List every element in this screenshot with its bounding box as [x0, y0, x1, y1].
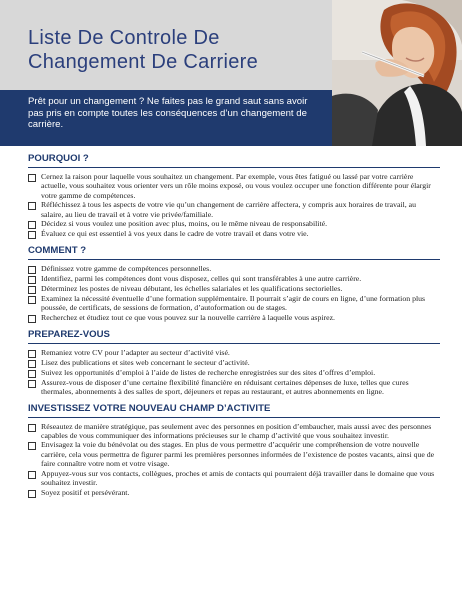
item-text: Cernez la raison pour laquelle vous souhaitez un changement. Par exemple, vous êtes fatigué ou lassé par votre carrière actuelle, vous souhaitez vous orienter vers un rôle moins exposé, ou vous voulez occuper une fonction différente pour élargir votre gamme de compétences.: [41, 172, 431, 200]
header-photo: [332, 0, 462, 146]
checkbox-icon[interactable]: [28, 315, 36, 323]
item-text: Soyez positif et persévérant.: [41, 487, 130, 497]
item-text: Définissez votre gamme de compétences personnelles.: [41, 264, 212, 274]
checkbox-icon[interactable]: [28, 231, 36, 239]
item-text: Remaniez votre CV pour l’adapter au secteur d’activité visé.: [41, 347, 230, 357]
checklist-item: [28, 469, 440, 488]
checklist-item: [28, 264, 440, 274]
item-text: Réseautez de manière stratégique, pas seulement avec des personnes en position d’embaucher, mais aussi avec des personnes capables de vous communiquer des informations précieuses sur le champ d’activité que vous souhaitez investir.: [41, 421, 432, 441]
checklist-item: [28, 440, 440, 468]
item-text: Évaluez ce qui est essentiel à vos yeux dans le cadre de votre travail et dans votre vie.: [41, 229, 309, 239]
checkbox-icon[interactable]: [28, 424, 36, 432]
checkbox-icon[interactable]: [28, 370, 36, 378]
section-preparez-vous: [28, 329, 440, 397]
checkbox-icon[interactable]: [28, 360, 36, 368]
item-text: Déterminez les postes de niveau débutant, les échelles salariales et les qualifications sectorielles.: [41, 284, 343, 294]
item-text: Recherchez et étudiez tout ce que vous pouvez sur la nouvelle carrière à laquelle vous aspirez.: [41, 312, 335, 322]
checkbox-icon[interactable]: [28, 266, 36, 274]
section-comment: [28, 245, 440, 323]
checklist-item: [28, 229, 440, 239]
item-text: Lisez des publications et sites web concernant le secteur d’activité.: [41, 357, 250, 367]
checklist-item: [28, 348, 440, 358]
item-text: Réfléchissez à tous les aspects de votre vie qu’un changement de carrière affectera, y compris aux horaires de travail, au salaire, au lieu de travail et à votre vie privée/familiale.: [41, 200, 417, 219]
checkbox-icon[interactable]: [28, 350, 36, 358]
checklist-item: [28, 294, 440, 313]
checkbox-icon[interactable]: [28, 286, 36, 294]
checkbox-icon[interactable]: [28, 471, 36, 479]
page-title: Liste De Controle De Changement De Carriere: [28, 27, 259, 73]
section-title: INVESTISSEZ VOTRE NOUVEAU CHAMP D’ACTIVITE: [28, 403, 440, 418]
checklist-item: [28, 368, 440, 378]
checklist: [28, 150, 440, 504]
checklist-item: [28, 172, 440, 200]
checklist-item: [28, 488, 440, 498]
checklist-item: [28, 219, 440, 229]
header: [0, 0, 462, 131]
item-text: Suivez les opportunités d’emploi à l’aide de listes de recherche enregistrées sur des sites d’offres d’emploi.: [41, 367, 376, 377]
intro-text: Prêt pour un changement ? Ne faites pas le grand saut sans avoir pas pris en compte toutes les conséquences d’un changement de carrière.: [28, 96, 308, 131]
item-text: Décidez si vous voulez une position avec plus, moins, ou le même niveau de responsabilité.: [41, 219, 328, 229]
checklist-item: [28, 422, 440, 441]
section-title: POURQUOI ?: [28, 153, 440, 168]
section-pourquoi: [28, 153, 440, 239]
checkbox-icon[interactable]: [28, 202, 36, 210]
checkbox-icon[interactable]: [28, 296, 36, 304]
checkbox-icon[interactable]: [28, 490, 36, 498]
checkbox-icon[interactable]: [28, 276, 36, 284]
section-investissez: [28, 403, 440, 498]
checkbox-icon[interactable]: [28, 380, 36, 388]
section-title: PREPAREZ-VOUS: [28, 329, 440, 344]
section-title: COMMENT ?: [28, 245, 440, 260]
checklist-item: [28, 200, 440, 219]
checklist-item: [28, 284, 440, 294]
checklist-item: [28, 378, 440, 397]
checkbox-icon[interactable]: [28, 442, 36, 450]
item-text: Assurez-vous de disposer d’une certaine flexibilité financière en réduisant certaines dépenses de luxe, telles que cures thermales, abonnements à des salles de sport, déjeuners et repas au restaurant, et autres abonnements en ligne.: [41, 377, 409, 397]
checklist-item: [28, 274, 440, 284]
item-text: Examinez la nécessité éventuelle d’une formation supplémentaire. Il pourrait s’agir de cours en ligne, d’une formation plus poussée, de certificats, de sessions de formation, d’autoformation ou de stages.: [41, 294, 426, 313]
checkbox-icon[interactable]: [28, 221, 36, 229]
item-text: Appuyez-vous sur vos contacts, collègues, proches et amis de contacts qui pourraient déjà travailler dans le domaine que vous souhaitez investir.: [41, 468, 435, 488]
item-text: Envisagez la voie du bénévolat ou des stages. En plus de vous permettre d’acquérir une compréhension de votre nouvelle carrière, cela vous permettra de figurer parmi les premières personnes informées de l’existence de postes vacants, ainsi que de faire connaître votre nom et votre visage.: [41, 440, 435, 469]
checklist-item: [28, 313, 440, 323]
checkbox-icon[interactable]: [28, 174, 36, 182]
item-text: Identifiez, parmi les compétences dont vous disposez, celles qui sont transférables à une autre carrière.: [41, 274, 362, 284]
checklist-item: [28, 358, 440, 368]
